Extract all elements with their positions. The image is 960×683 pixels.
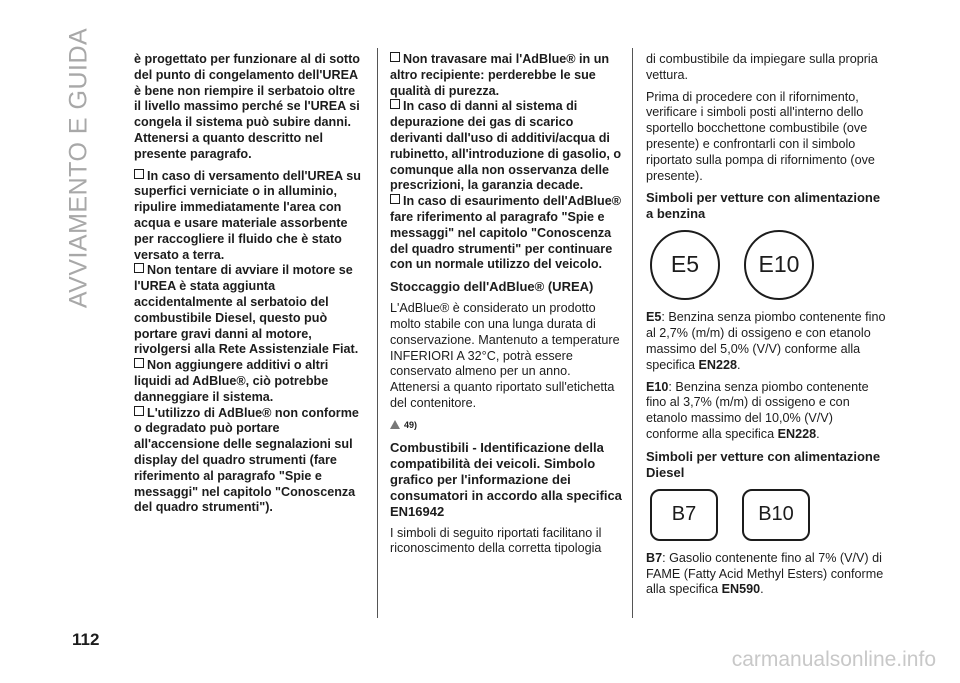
diesel-symbols [650,489,886,541]
storage-heading: Stoccaggio dell'AdBlue® (UREA) [390,279,594,295]
refuel-paragraph: Prima di procedere con il rifornimento, verificare i simboli posti all'interno dello sportello bocchettone combustibile (ove presente) e confrontarli con il simbolo riportato sulla pompa di rifornimento (ove presente). [646,89,875,183]
column-divider [377,48,378,618]
b7-symbol: B7 [650,489,718,541]
checkbox-bullet-icon [390,52,400,62]
petrol-symbols [650,230,886,300]
e5-description: E5: Benzina senza piombo contenente fino al 2,7% (m/m) di ossigeno e con etanolo massimo del 5,0% (V/V) conforme alla specifica EN228. [646,310,886,372]
text-column-3 [646,52,886,604]
section-title-text: AVVIAMENTO E GUIDA [64,27,93,309]
e10-symbol: E10 [744,230,814,300]
text-column-1 [134,52,364,516]
warning-triangle-icon [390,420,400,429]
e10-description: E10: Benzina senza piombo contenente fino al 3,7% (m/m) di ossigeno e con etanolo massimo del 10,0% (V/V) conforme alla specifica EN228. [646,379,869,441]
b7-description: B7: Gasolio contenente fino al 7% (V/V) di FAME (Fatty Acid Methyl Esters) conforme alla specifica EN590. [646,550,884,597]
bullet-item: In caso di versamento dell'UREA su superfici verniciate o in alluminio, ripulire immediatamente l'area con acqua e usare materiale assorbente per raccogliere il fluido che è stato versato a terra. [134,168,361,262]
bullet-item: L'utilizzo di AdBlue® non conforme o degradato può portare all'accensione delle segnalazioni sul display del quadro strumenti (fare riferimento al paragrafo "Spie e messaggi" nel capitolo "Conoscenza del quadro strumenti"). [134,405,359,515]
continued-paragraph: di combustibile da impiegare sulla propria vettura. [646,52,878,82]
page-number: 112 [72,630,100,649]
watermark: carmanualsonline.info [731,648,936,671]
intro-paragraph: è progettato per funzionare al di sotto del punto di congelamento dell'UREA è bene non riempire il serbatoio oltre il livello massimo perché se l'UREA si congela il sistema può subire danni. Attenersi a quanto descritto nel presente paragrafo. [134,52,360,161]
checkbox-bullet-icon [134,358,144,368]
column-divider [632,48,633,618]
checkbox-bullet-icon [134,406,144,416]
checkbox-bullet-icon [390,194,400,204]
checkbox-bullet-icon [134,169,144,179]
bullet-item: Non aggiungere additivi o altri liquidi ad AdBlue®, ciò potrebbe danneggiare il sistema. [134,358,329,404]
bullet-item: Non tentare di avviare il motore se l'UREA è stata aggiunta accidentalmente al serbatoio del combustibile Diesel, questo può portare gravi danni al motore, rivolgersi alla Rete Assistenziale Fiat. [134,263,359,357]
petrol-heading: Simboli per vetture con alimentazione a benzina [646,190,881,222]
bullet-item: Non travasare mai l'AdBlue® in un altro recipiente: perderebbe le sue qualità di purezza. [390,52,610,98]
compat-heading: Combustibili - Identificazione della compatibilità dei veicoli. Simbolo grafico per l'informazione dei consumatori in accordo alla specifica EN16942 [390,439,622,519]
compat-paragraph: I simboli di seguito riportati facilitano il riconoscimento della corretta tipologia [390,525,602,556]
checkbox-bullet-icon [390,99,400,109]
bullet-item: In caso di danni al sistema di depurazione dei gas di scarico derivanti dall'uso di additivi/acqua di rubinetto, all'introduzione di gasolio, o comunque alla non osservanza delle prescrizioni, la garanzia decade. [390,99,622,193]
bullet-item: In caso di esaurimento dell'AdBlue® fare riferimento al paragrafo "Spie e messaggi" nel capitolo "Conoscenza del quadro strumenti" per continuare con un normale utilizzo del veicolo. [390,194,622,272]
text-column-2 [390,52,622,563]
warning-reference: 49) [390,418,622,434]
e5-symbol: E5 [650,230,720,300]
storage-paragraph: L'AdBlue® è considerato un prodotto molto stabile con una lunga durata di conservazione. Mantenuto a temperature INFERIORI A 32°C, potrà essere conservato almeno per un anno. Attenersi a quanto riportato sull'etichetta del contenitore. [390,301,620,410]
checkbox-bullet-icon [134,263,144,273]
b10-symbol: B10 [742,489,810,541]
diesel-heading: Simboli per vetture con alimentazione Diesel [646,448,881,480]
section-title-vertical [54,27,104,309]
